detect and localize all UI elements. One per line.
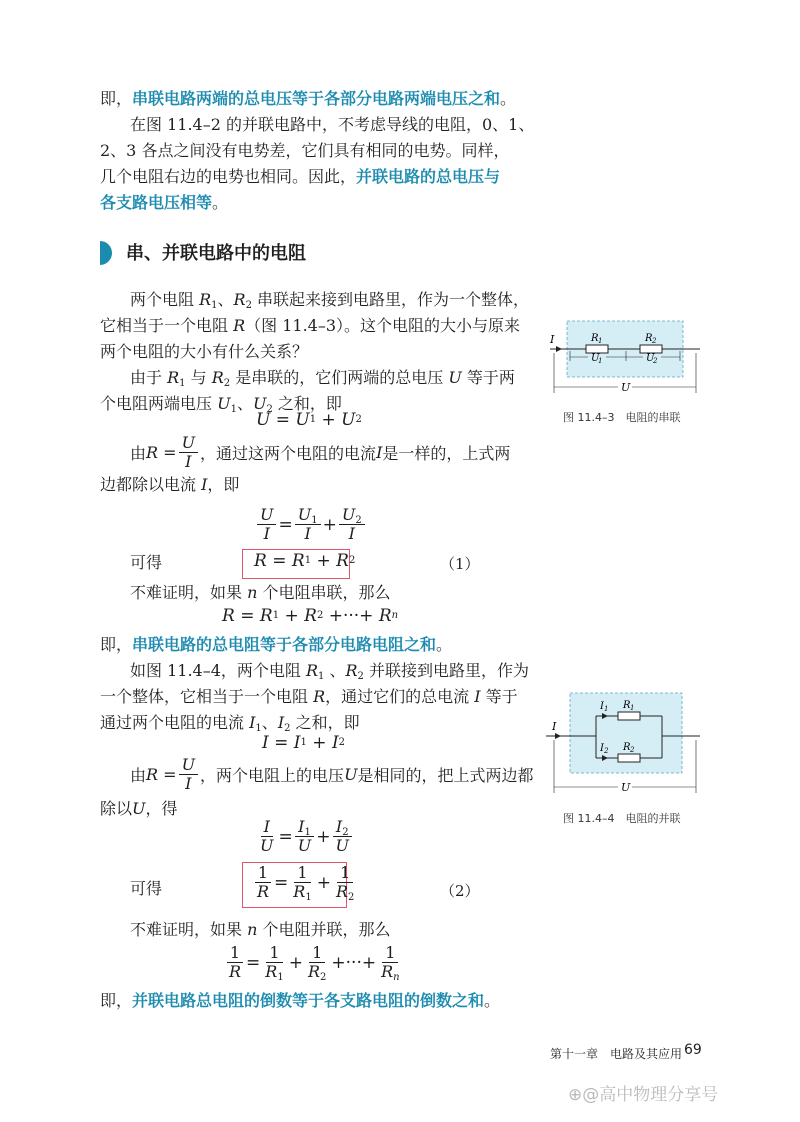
series-conclusion: 即，串联电路的总电阻等于各部分电路电阻之和。 (100, 635, 453, 654)
svg-text:2: 2 (604, 747, 609, 755)
section-title: 串、并联电路中的电阻 (126, 243, 306, 264)
svg-text:I: I (552, 720, 557, 733)
watermark: ⊕@高中物理分享号 (568, 1085, 719, 1105)
parallel-n-line: 不难证明，如果 n 个电阻并联，那么 (130, 920, 391, 939)
svg-text:R: R (645, 333, 653, 344)
chapter-footer: 第十一章 电路及其应用 (550, 1047, 683, 1061)
key-statement: 串联电路两端的总电压等于各部分电路两端电压之和 (132, 89, 501, 108)
series-text-l6: 由 R = $\frac{U}{I}$ ，通过这两个电阻的电流 I 是一样的，上式两 (130, 433, 511, 471)
svg-text:I: I (550, 333, 555, 346)
equation-number-1: （1） (440, 555, 480, 573)
svg-text:U: U (621, 781, 631, 794)
equation-divided: $\frac{U}{I}$ = $\frac{U_1}{I}$ + $\frac{U_2}{I}$ (255, 506, 367, 543)
svg-text:I: I (600, 701, 604, 712)
section-marker (100, 241, 112, 265)
svg-text:U: U (621, 381, 631, 394)
series-kede: 可得 (130, 553, 163, 572)
svg-text:2: 2 (630, 746, 635, 754)
figure-series-circuit (540, 315, 710, 400)
svg-text:1: 1 (598, 357, 603, 365)
equation-voltage-sum: U = U 1 + U 2 (256, 410, 362, 430)
paragraph-parallel-voltage-l2: 2、3 各点之间没有电势差，它们具有相同的电势。同样， (100, 141, 510, 160)
svg-text:1: 1 (630, 704, 635, 712)
paragraph-parallel-voltage-l4: 各支路电压相等。 (100, 193, 229, 212)
resistor-r1 (618, 712, 640, 720)
paragraph-series-voltage: 即，串联电路两端的总电压等于各部分电路两端电压之和。 (100, 89, 517, 108)
resistor-r2 (640, 345, 662, 353)
key-statement: 各支路电压相等 (100, 193, 213, 212)
series-text-l5: 个电阻两端电压 $U_1$、$U_2$ 之和，即 (100, 394, 342, 415)
parallel-text-l1: 如图 11.4–4，两个电阻 $R_1$ 、$R_2$ 并联接到电路里，作为 (130, 661, 530, 682)
figure-parallel-caption: 图 11.4–4 电阻的并联 (563, 812, 681, 825)
resistor-r2 (618, 754, 640, 762)
svg-text:I: I (600, 743, 604, 754)
series-text-l1: 两个电阻 $R_1$、$R_2$ 串联起来接到电路里，作为一个整体， (130, 290, 530, 311)
equation-parallel-n: $\frac{1}{R}$ = $\frac{1}{R_1}$ + $\frac{1}{R_2}$ +···+ $\frac{1}{R_n}$ (224, 944, 405, 981)
key-statement: 并联电路的总电压与 (356, 167, 501, 186)
current-arrow-icon (556, 346, 562, 352)
series-text-l2: 它相当于一个电阻 R（图 11.4–3）。这个电阻的大小与原来 (100, 316, 521, 335)
current-arrow-icon (555, 733, 561, 739)
parallel-kede: 可得 (130, 879, 163, 898)
figure-parallel-circuit (540, 690, 710, 800)
parallel-text-l2: 一个整体，它相当于一个电阻 R，通过它们的总电流 I 等于 (100, 687, 518, 706)
key-statement: 并联电路总电阻的倒数等于各支路电阻的倒数之和 (132, 991, 485, 1010)
paragraph-parallel-voltage-l3: 几个电阻右边的电势也相同。因此，并联电路的总电压与 (100, 167, 501, 186)
equation-parallel-divided: $\frac{I}{U}$ = $\frac{I_1}{U}$ + $\frac{I_2}{U}$ (255, 818, 354, 855)
equation-current-sum: I = I 1 + I 2 (262, 733, 346, 753)
parallel-text-l4: 由 R = $\frac{U}{I}$ ，两个电阻上的电压 U 是相同的，把上式两边都 (130, 755, 534, 793)
page-number: 69 (684, 1042, 702, 1058)
figure-series-caption: 图 11.4–3 电阻的串联 (563, 411, 681, 424)
key-statement: 串联电路的总电阻等于各部分电路电阻之和 (132, 635, 437, 654)
svg-text:R: R (623, 700, 631, 711)
paragraph-parallel-voltage-l1: 在图 11.4–2 的并联电路中，不考虑导线的电阻，0、1、 (130, 115, 535, 134)
series-text-l4: 由于 $R_1$ 与 $R_2$ 是串联的，它们两端的总电压 U 等于两 (130, 368, 515, 389)
svg-text:1: 1 (598, 337, 603, 345)
series-text-l3: 两个电阻的大小有什么关系？ (100, 342, 309, 361)
resistor-r1 (586, 345, 608, 353)
svg-text:U: U (591, 353, 600, 364)
parallel-text-l3: 通过两个电阻的电流 $I_1$、$I_2$ 之和，即 (100, 713, 360, 734)
svg-text:U: U (646, 353, 655, 364)
svg-text:R: R (591, 333, 599, 344)
svg-text:2: 2 (653, 357, 658, 365)
equation-parallel-resistance: $\frac{1}{R}$ = $\frac{1}{R_1}$ + $\frac{1}{R_2}$ (252, 864, 359, 901)
svg-text:2: 2 (652, 337, 657, 345)
equation-series-resistance: R = R 1 + R 2 (254, 551, 356, 571)
fraction-u-over-i: $\frac{U}{I}$ (179, 434, 198, 471)
series-n-line: 不难证明，如果 n 个电阻串联，那么 (130, 583, 391, 602)
svg-text:R: R (623, 742, 631, 753)
parallel-conclusion: 即，并联电路总电阻的倒数等于各支路电阻的倒数之和。 (100, 991, 501, 1010)
equation-number-2: （2） (440, 882, 480, 900)
series-text-l7: 边都除以电流 I，即 (100, 475, 240, 494)
svg-text:1: 1 (604, 705, 609, 713)
parallel-text-l5: 除以U，得 (100, 799, 178, 818)
equation-series-n: R = R 1 + R 2 +···+ R n (222, 606, 399, 626)
